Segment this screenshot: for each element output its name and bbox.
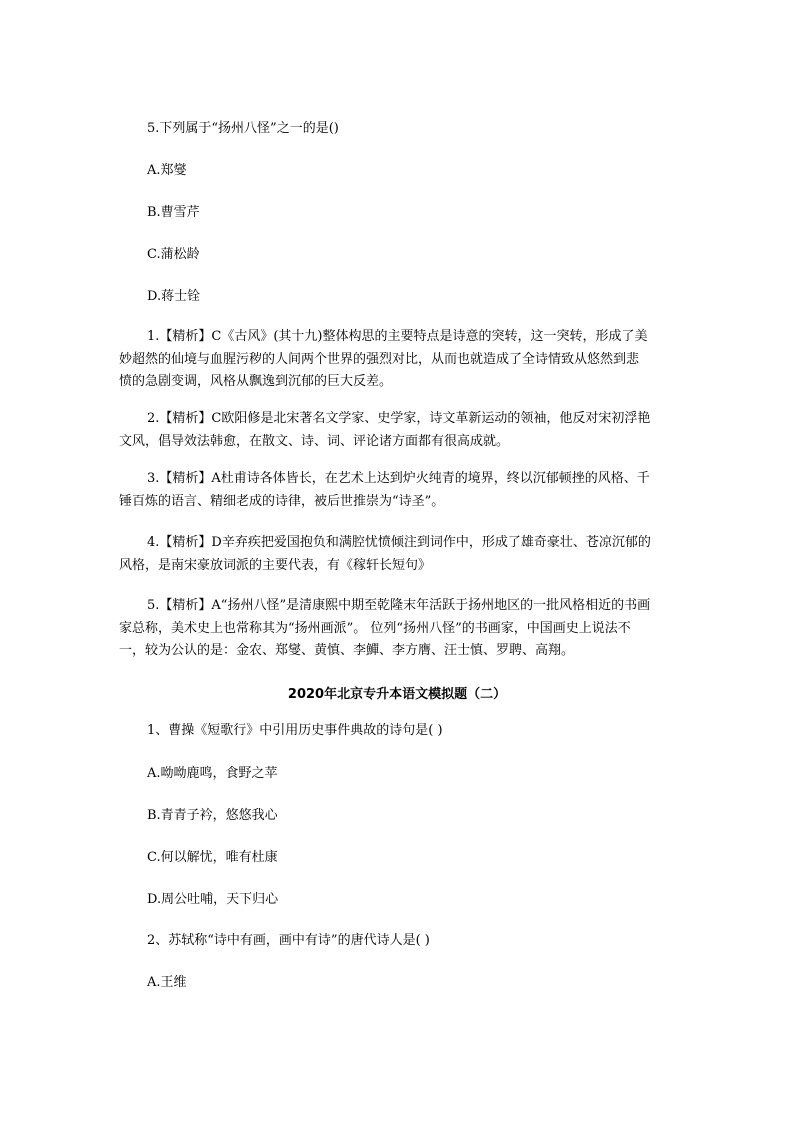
- analysis-paragraph-2: 2.【精析】C欧阳修是北宋著名文学家、史学家，诗文革新运动的领袖，他反对宋初浮艳文风，倡导效法韩愈，在散文、诗、词、评论诸方面都有很高成就。: [119, 411, 651, 449]
- question-5-option-d: D.蒋士铨: [147, 289, 201, 304]
- question-1-option-b: B.青青子衿，悠悠我心: [147, 808, 278, 823]
- analysis-paragraph-3: 3.【精析】A杜甫诗各体皆长，在艺术上达到炉火纯青的境界，终以沉郁顿挫的风格、千锤百炼的语言、精细老成的诗律，被后世推崇为“诗圣”。: [119, 471, 650, 509]
- question-1-stem: 1、曹操《短歌行》中引用历史事件典故的诗句是( ): [147, 723, 443, 738]
- question-5-stem: 5.下列属于“扬州八怪”之一的是(): [147, 121, 339, 136]
- question-2-stem: 2、苏轼称“诗中有画，画中有诗”的唐代诗人是( ): [147, 933, 430, 948]
- analysis-paragraph-4: 4.【精析】D辛弃疾把爱国抱负和满腔忧愤倾注到词作中，形成了雄奇豪壮、苍凉沉郁的风格，是南宋豪放词派的主要代表，有《稼轩长短句》: [119, 535, 651, 573]
- question-5-option-a: A.郑燮: [147, 163, 187, 178]
- analysis-paragraph-5: 5.【精析】A“扬州八怪”是清康熙中期至乾隆末年活跃于扬州地区的一批风格相近的书画家总称，美术史上也常称其为“扬州画派”。 位列“扬州八怪”的书画家，中国画史上说法不一，较为公认的是：金农、郑燮、黄慎、李鱓、李方膺、汪士慎、罗聘、高翔。: [119, 598, 651, 658]
- question-5-option-c: C.蒲松龄: [147, 247, 200, 262]
- question-1-option-c: C.何以解忧，唯有杜康: [147, 850, 278, 865]
- question-1-option-a: A.呦呦鹿鸣，食野之苹: [147, 766, 278, 781]
- question-2-option-a: A.王维: [147, 975, 187, 990]
- section-title: 2020年北京专升本语文模拟题（二）: [287, 687, 507, 702]
- question-5-option-b: B.曹雪芹: [147, 205, 200, 220]
- analysis-paragraph-1: 1.【精析】C《古风》(其十九)整体构思的主要特点是诗意的突转，这一突转，形成了美妙超然的仙境与血腥污秽的人间两个世界的强烈对比，从而也就造成了全诗情致从悠然到悲愤的急剧变调，风格从飘逸到沉郁的巨大反差。: [119, 329, 648, 389]
- question-1-option-d: D.周公吐哺，天下归心: [147, 892, 279, 907]
